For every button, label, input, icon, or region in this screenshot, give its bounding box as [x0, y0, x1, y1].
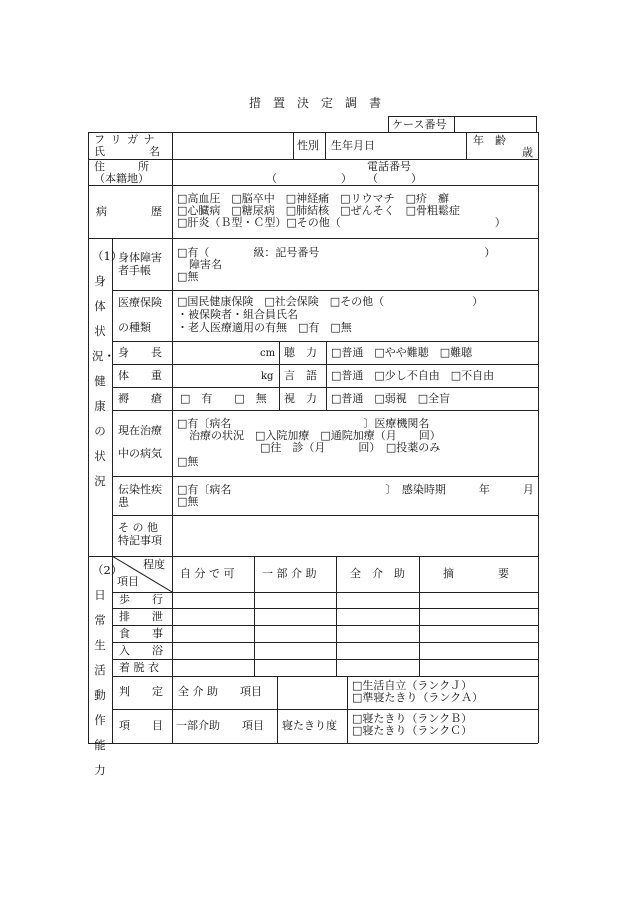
koumoku-label: 項 目: [119, 719, 163, 732]
judge-label: 判 定: [119, 685, 163, 698]
weight-unit: kg: [261, 371, 274, 382]
judge-partial-assist: 一部介助 項目: [176, 719, 264, 732]
vision-label: 視 力: [284, 392, 317, 405]
adl-row-walking: 歩 行: [119, 593, 163, 606]
hearing-options[interactable]: □普通 □やや難聴 □難聴: [331, 346, 473, 359]
other-label-1: そ の 他: [118, 521, 158, 534]
adl-col-self: 自 分 で 可: [180, 567, 235, 580]
form-title: 措 置 決 定 調 書: [248, 96, 381, 110]
name-field[interactable]: [175, 135, 291, 157]
adl-row-dressing: 着 脱 衣: [119, 661, 159, 674]
disease-line-2[interactable]: □心臓病 □糖尿病 □肺結核 □ぜんそく □骨粗鬆症: [177, 204, 460, 217]
treatment-line-3[interactable]: □往 診（月 回） □投薬のみ: [260, 441, 441, 454]
treatment-line-1[interactable]: □有〔病名 〕医療機関名: [177, 417, 430, 430]
honseki-label: （本籍地）: [94, 172, 149, 185]
height-unit: cm: [260, 348, 276, 359]
rank-a-option[interactable]: □準寝たきり（ランクＡ）: [352, 691, 484, 704]
furigana-label: フ リ ガ ナ: [94, 133, 156, 146]
rank-b-option[interactable]: □寝たきり（ランクＢ）: [352, 712, 473, 725]
judge-full-assist: 全 介 助 項目: [178, 685, 262, 698]
weight-label: 体 重: [118, 369, 162, 382]
infection-line-1[interactable]: □有〔病名 〕 感染時期 年 月: [177, 483, 534, 496]
case-number-field[interactable]: [456, 118, 534, 131]
honseki-paren-open: （: [266, 172, 277, 185]
insurance-label-1: 医療保険: [118, 296, 162, 309]
case-number-label: ケース番号: [392, 118, 447, 131]
section-2-label: （2）日常生活動作能力: [92, 563, 123, 777]
age-label: 年 齢: [473, 134, 506, 147]
handbook-label-2: 者手帳: [118, 264, 151, 277]
adl-row-bathing: 入 浴: [119, 644, 163, 657]
section-1-label: （1）身体状況・健康の状況: [92, 249, 123, 488]
adl-degree-label: 程度: [143, 558, 165, 571]
infection-line-2[interactable]: □無: [177, 495, 199, 508]
treatment-label-1: 現在治療: [118, 424, 162, 437]
other-notes-field[interactable]: [175, 518, 535, 553]
adl-col-full: 全 介 助: [350, 567, 405, 580]
adl-col-summary: 摘 要: [443, 567, 509, 580]
sex-label: 性別: [297, 139, 319, 152]
bedridden-label: 寝たきり度: [282, 719, 337, 732]
insurance-line-2: ・被保険者・組合員氏名: [177, 308, 298, 321]
rank-j-option[interactable]: □生活自立（ランクＪ）: [352, 679, 473, 692]
bedsore-label: 褥 瘡: [118, 392, 162, 405]
disease-line-1[interactable]: □高血圧 □脳卒中 □神経痛 □リウマチ □疥 癬: [177, 192, 449, 205]
handbook-label-1: 身体障害: [118, 251, 162, 264]
disease-history-label: 病 歴: [96, 205, 162, 218]
vision-options[interactable]: □普通 □弱視 □全盲: [331, 392, 451, 405]
speech-options[interactable]: □普通 □少し不自由 □不自由: [331, 369, 495, 382]
disease-line-3[interactable]: □肝炎（Ｂ型・Ｃ型）□その他（ ）: [177, 216, 506, 229]
adl-row-excretion: 排 泄: [119, 610, 163, 623]
handbook-line-2: 障害名: [189, 258, 222, 271]
insurance-label-2: の種類: [118, 321, 151, 334]
name-label: 氏 名: [94, 145, 160, 158]
insurance-line-3[interactable]: ・老人医療適用の有無 □有 □無: [177, 321, 352, 334]
address-field[interactable]: [175, 161, 360, 183]
adl-row-eating: 食 事: [119, 627, 163, 640]
honseki-paren-close: ）: [341, 172, 352, 185]
infection-label-1: 伝染性疾: [118, 483, 162, 496]
hearing-label: 聴 力: [284, 346, 317, 359]
rank-c-option[interactable]: □寝たきり（ランクＣ）: [352, 724, 473, 737]
height-label: 身 長: [118, 346, 162, 359]
treatment-line-2[interactable]: 治療の状況 □入院加療 □通院加療（月 回）: [189, 429, 441, 442]
treatment-line-4[interactable]: □無: [177, 455, 199, 468]
phone-paren: （ ）: [367, 172, 422, 185]
adl-col-partial: 一 部 介 助: [262, 567, 317, 580]
handbook-line-1[interactable]: □有（ 級：記号番号 ）: [177, 246, 496, 259]
infection-label-2: 患: [118, 496, 129, 509]
treatment-label-2: 中の病気: [118, 447, 162, 460]
speech-label: 言 語: [284, 369, 317, 382]
insurance-line-1[interactable]: □国民健康保険 □社会保険 □その他（ ）: [177, 295, 484, 308]
address-label: 住 所: [94, 160, 149, 173]
phone-label: 電話番号: [367, 160, 411, 173]
handbook-line-3[interactable]: □無: [177, 270, 199, 283]
dob-label: 生年月日: [331, 139, 375, 152]
age-unit: 歳: [522, 146, 533, 159]
adl-item-label: 項目: [117, 575, 139, 588]
bedsore-options[interactable]: □ 有 □ 無: [180, 392, 267, 405]
other-label-2: 特記事項: [118, 534, 162, 547]
